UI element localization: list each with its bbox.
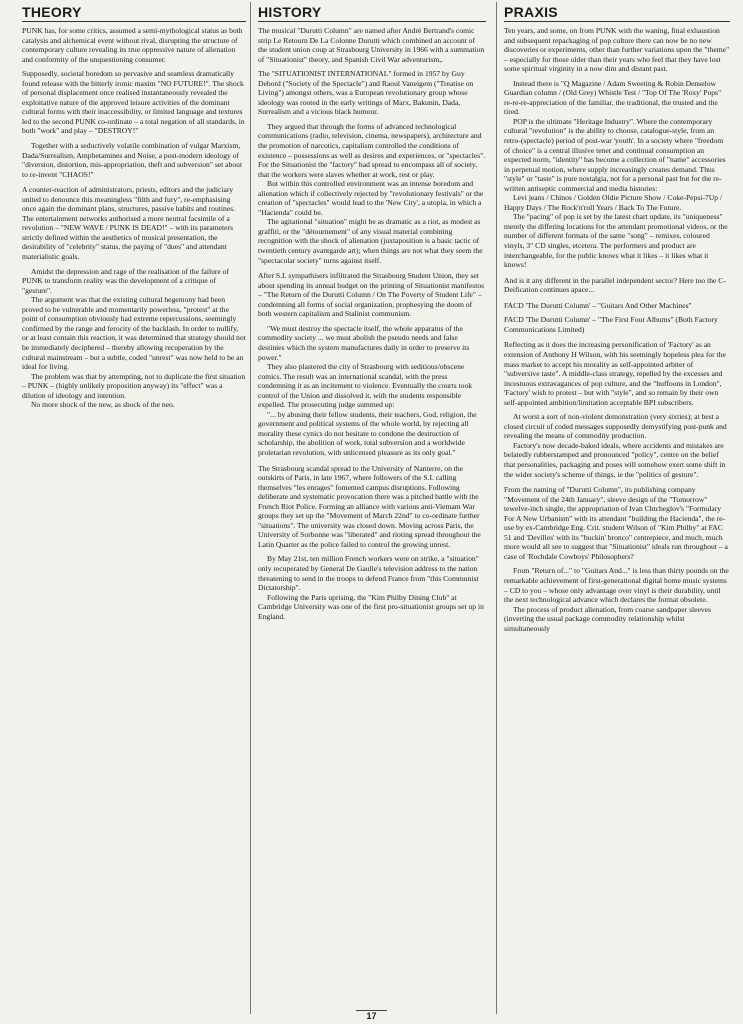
praxis-paragraph: From "Return of..." to "Guitars And..." is less than thirty pounds on the remarkable achievement of first-generational digital home music systems – CD to you – whose only advantage over vinyl is their durability, until the next technological advance which declares the format obsolete. <box>504 566 729 605</box>
history-paragraph: By May 21st, ten million French workers were on strike, a "situation" only recuperated by General De Gaulle's television address to the nation threatening to send in the troops to defend France from "this Communist Dictatorship". <box>258 554 479 593</box>
theory-column <box>22 4 246 1010</box>
theory-paragraph: The argument was that the existing cultural hegemony had been proved to be vulnerable and momentarily powerless, "protest" at the point of consumption obviously had extreme repercussions, seemingly confirmed by the range and ferocity of the backlash. In order to nullify, or at least contain this reaction, it was determined that strategy should not be immediately deciphered – thereby allowing recuperation by the cultural mainstream – but a subtle, coded "unrest" was now held to be an ideal for living. <box>22 295 246 372</box>
column-divider <box>496 2 497 1014</box>
praxis-paragraph: The "pacing" of pop is set by the latest chart update, its "uniqueness" merely the differing locations for the attendant promotional videos, or the number of different formats of the same "song" – remixes, coloured vinyls, 3" CD singles, etcetera. The performers and product are interchangeable, for the public knows what it likes – it likes what it knows! <box>504 212 728 270</box>
praxis-paragraph: From the naming of "Durutti Column", its publishing company "Movement of the 24th January", sleeve design of the "Tomorrow" tewelve-inch single, the appropriation of Ivan Chtcheglov's "Formulary For A New Urbanism" with its attendant "building the Hacienda", the re-use by ex-Cambridge Eng. Crit. student Wilson of "Kim Philby" at FAC 51 and 'Devilles' with its "buckin' bronco" centrepiece, and much, much more would all see to suggest that "Situationist" ideals run throughout – a case of 'Rochdale Cowboys' Philosophers? <box>504 485 728 561</box>
praxis-catalogue-entry: FACD 'The Durutti Column' – "The First Four Albums" (Both Factory Communications Limited) <box>504 315 718 334</box>
praxis-heading: PRAXIS <box>504 4 730 22</box>
theory-paragraph: Supposedly, societal boredom so pervasive and seamless dramatically found release with the bitterly ironic maxim "NO FUTURE!". The shock of personal displacement once realised instantaneously revealed the exploitative nature of the approved leisure activities of the dominant cultural forms with their inaccessibility, or limited language and textures led to the second PUNK co-ordinate – a total negation of all standards, in both "work" and play – "DESTROY!" <box>22 69 245 136</box>
praxis-catalogue-entry: FACD 'The Durutti Column' – "Guitars And Other Machines" <box>504 300 692 310</box>
history-paragraph: After S.I. sympathisers infiltrated the Strasbourg Student Union, they set about spending its annual budget on the printing of Situationist manifestos – "The Return of the Durutti Column / On The Poverty of Student Life" – condemning all forms of social organization, prophesying the doom of both western capitalism and Stalinist communism. <box>258 271 485 319</box>
theory-paragraph: Amidst the depression and rage of the realisation of the failure of PUNK to transform reality was the development of a critique of "gesture". <box>22 266 230 295</box>
praxis-paragraph: POP is the ultimate "Heritage Industry". Where the contemporary cultural "revolution" is the ability to choose, catalogue-style, from an retro-(spectacle) period of post-war 'youth'. In a society where "freedom of choice" is a central illusive tenet and continual consumption an expected norm, "identity" has become a collection of "name" accessories in perpetual motion, where supply increasingly creates demand. Thus "style" or "taste" is pure nostalgia, not for a personal past but for the re-written antiseptic commercial and media histories: <box>504 116 726 193</box>
theory-paragraph: No more shock of the new, as shock of the neo. <box>31 400 175 410</box>
page-number: 17 <box>356 1010 386 1021</box>
praxis-paragraph: The process of product alienation, from coarse sandpaper sleeves (inverting the usual package commodity relationship whilst simultaneously <box>504 604 711 633</box>
history-heading: HISTORY <box>258 4 486 22</box>
history-paragraph: But within this controlled environment was an intense boredom and alienation which if collectively rejected by "revolutionary festivals" or the creation of "spectacles" would lead to the 'New City', a utopia, in which a "Hacienda" could be. <box>258 179 484 217</box>
history-paragraph: They argued that through the forms of advanced technological communications (radio, television, cinema, newspapers), architecture and the promotion of narcotics, capitalism controlled the conditions of existence – possessions as well as desires and experiences, or "spectacles". For the Situationist the "factory" had spread to encompass all of society, that the workers were slaves whether at work, rest or play. <box>258 121 486 179</box>
history-paragraph: They also plastered the city of Strasbourg with seditious/obscene comics. The result was an international scandal, with the press condemning it as an incitement to violence. Eventually the courts took control of the Union and dissolved it, with the students responsible expelled. The prosecuting judge summed up: <box>258 362 473 410</box>
history-paragraph: The "SITUATIONIST INTERNATIONAL" formed in 1957 by Guy Debord ("Society of the Spectacle") and Raoul Vaneigem ("Treatise on Living") amongst others, was a European revolutionary group whose ideology was rooted in the early writings of Marx, Bakunin, Dada, Surrealism and a vicious black humour. <box>258 69 474 117</box>
history-quote: "We must destroy the spectacle itself, the whole apparatus of the commodity society ... we must abolish the pseudo needs and false destinies which the system manufactures daily in order to preserve its power." <box>258 323 470 362</box>
page-footer <box>0 1010 743 1024</box>
theory-paragraph: Together with a seductively volatile combination of vulgar Marxism, Dada/Surrealism, Amphetamines and Noise, a post-modern ideology of "diversion, distortion, mis-appropriation, theft and subversion" set about to re-invent "CHAOS!" <box>22 141 243 179</box>
praxis-paragraph: Instead there is "Q Magazine / Adam Sweeting & Robin Denselow Guardian column / (Old Grey) Whistle Test / "Top Of The 'Roxy' Pops" re-re-re-appreciation of the familiar, the traditional, the trusted and the tired. <box>504 78 722 117</box>
praxis-paragraph: At worst a sort of non-violent demonstration (very sixties); at best a closed circuit of coded messages supposedly demystifying post-punk and revealing the means of commodity production. <box>504 412 727 441</box>
history-paragraph: The agitational "situation" might be as dramatic as a riot, as modest as graffiti, or the "détournement" of any visual material combining recognition with the shock of alienation (juxtaposition is a basic tactic of twentieth century avantgarde art); when things are not what they seem the "spectacular society" turns against itself. <box>258 217 483 265</box>
praxis-paragraph: And is it any different in the parallel independent sector? Here too the C-Deification continues apace... <box>504 275 726 295</box>
praxis-list: Levi jeans / Chinos / Golden Oldie Picture Show / Coke-Pepsi-7Up / Happy Days / The Rock'n'roll Years / Back To The Future. <box>504 193 723 212</box>
history-paragraph: Following the Paris uprising, the "Kim Philby Dining Club" at Cambridge University was one of the first pro-situationist groups set up in England. <box>258 592 484 621</box>
history-column <box>258 4 486 1010</box>
history-paragraph: The musical "Durutti Column" are named after André Bertrand's comic strip Le Retourn De La Colonne Durutti which combined an account of the student union coup at Strasbourg University in 1966 with a summation of "Situationist" theory, and Spanish Civil War adventurism,. <box>258 26 485 64</box>
praxis-paragraph: Factory's now decade-baked ideals, where accidents and mistakes are belatedly rubberstamped and pronounced "policy", centre on the belief that personalities, packaging and poses will somehow exert some shift in the wider society's scheme of things, ie the "politics of gesture". <box>504 440 726 479</box>
praxis-column <box>504 4 730 1010</box>
praxis-paragraph: Ten years, and some, on from PUNK with the waning, final exhaustion and subsequent repackaging of pop culture there can now be no new discoveries or experiments, other than further variations upon the "theme" – especially for those older than their years who feel that they have lost some spiritual virginity in a now dim and distant past. <box>504 26 730 74</box>
history-paragraph: The Strasbourg scandal spread to the University of Nanterre, on the outskirts of Paris, in late 1967, where followers of the S.I. calling themselves "les enrages" fomented campus disruptions. Following deliberate and systematic provocation there was a pitched battle with the French Riot Police. Forming an alliance with various anti-Vietnam War groups they set up the "Movement of March 22nd" to co-ordinate further "situations". The university was closed down. Moving across Paris, the University of Sorbonne was "liberated" and rioting spread throughout the Latin Quarter as the police failed to control the growing unrest. <box>258 463 481 549</box>
theory-paragraph: PUNK has, for some critics, assumed a semi-mythological status as both catalysis and alchemical event without rival, disrupting the structure of contemporary culture revealing its true oppressive nature of alienation and conformity of the unquestioning consumer. <box>22 26 243 64</box>
praxis-paragraph: Reflecting as it does the increasing personification of 'Factory' as an extension of Anthony H Wilson, with his seemingly hopeless plea for the mass market to accept his morality as self-appointed arbiter of "subversive taste". A middle-class strategy, repelled by the excesses and incestuous extravagances of pop culture, and the "buffoons in London", 'Factory' wish to protest – but with "style", and so remain by their own self-appointed ambition/limitation acceptable BPI subscribers. <box>504 340 726 407</box>
theory-heading: THEORY <box>22 4 246 22</box>
theory-paragraph: The problem was that by attempting, not to duplicate the first situation – PUNK – (highly unlikely proposition anyway) its "effect" was a dilution of ideology and intention. <box>22 371 246 400</box>
history-quote: "... by abusing their fellow students, their teachers, God, religion, the government and political systems of the whole world, by rejecting all morality these cynics do not hesitate to condone the destruction of scholarship, the abolition of work, total subversion and a worldwide proletarian revolution, with unlicensed pleasure as its only goal." <box>258 409 477 457</box>
column-divider <box>250 2 251 1014</box>
theory-paragraph: A counter-reaction of administrators, priests, editors and the judiciary united to denounce this meaningless "filth and fury", re-emphasising once again the dominant plans, structures, passive habits and routines. The entertainment networks authorised a more neutral facsimile of a revolution – "NEW WAVE / PUNK IS DEAD!" – with its parameters strictly defined within the aesthetics of musical presentation, the desirability of "celebrity" status, the paying of "dues" and attendant materialistic goals. <box>22 185 235 262</box>
